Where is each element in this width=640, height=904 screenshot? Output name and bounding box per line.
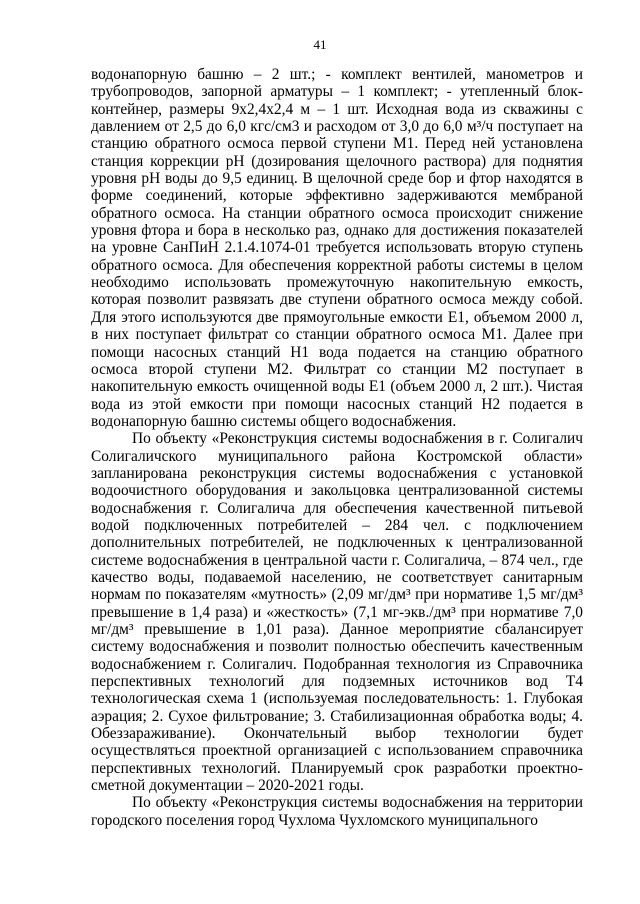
paragraph-water-treatment-continuation: водонапорную башню – 2 шт.; - комплект вентилей, манометров и трубопроводов, запорной арматуры – 1 комплект; - утепленный блок-контейнер, размеры 9х2,4х2,4 м – 1 шт. Исходная вода из скважины с давлением от 2,5 до 6,0 кгс/см3 и расходом от 3,0 до 6,0 м³/ч поступает на станцию обратного осмоса первой ступени М1. Перед ней установлена станция коррекции pH (дозирования щелочного раствора) для поднятия уровня pH воды до 9,5 единиц. В щелочной среде бор и фтор находятся в форме соединений, которые эффективно задерживаются мембраной обратного осмоса. На станции обратного осмоса происходит снижение уровня фтора и бора в несколько раз, однако для достижения показателей на уровне СанПиН 2.1.4.1074-01 требуется использовать вторую ступень обратного осмоса. Для обеспечения корректной работы системы в целом необходимо использовать промежуточную накопительную емкость, которая позволит развязать две ступени обратного осмоса между собой. Для этого используются две прямоугольные емкости Е1, объемом 2000 л, в них поступает фильтрат со станции обратного осмоса М1. Далее при помощи насосных станций Н1 вода подается на станцию обратного осмоса второй ступени М2. Фильтрат со станции М2 поступает в накопительную емкость очищенной воды Е1 (объем 2000 л, 2 шт.). Чистая вода из этой емкости при помощи насосных станций Н2 подается в водонапорную башню системы общего водоснабжения. [91, 66, 583, 430]
paragraph-soligalich-project: По объекту «Реконструкция системы водоснабжения в г. Солигалич Солигаличского муниципального района Костромской области» запланирована реконструкция системы водоснабжения с установкой водоочистного оборудования и закольцовка централизованной системы водоснабжения г. Солигалича для обеспечения качественной питьевой водой подключенных потребителей – 284 чел. с подключением дополнительных потребителей, не подключенных к централизованной системе водоснабжения в центральной части г. Солигалича, – 874 чел., где качество воды, подаваемой населению, не соответствует санитарным нормам по показателям «мутность» (2,09 мг/дм³ при нормативе 1,5 мг/дм³ превышение в 1,4 раза) и «жесткость» (7,1 мг-экв./дм³ при нормативе 7,0 мг/дм³ превышение в 1,01 раза). Данное мероприятие сбалансирует систему водоснабжения и позволит полностью обеспечить качественным водоснабжением г. Солигалич. Подобранная технология из Справочника перспективных технологий для подземных источников вод Т4 технологическая схема 1 (используемая последовательность: 1. Глубокая аэрация; 2. Сухое фильтрование; 3. Стабилизационная обработка воды; 4. Обеззараживание). Окончательный выбор технологии будет осуществляться проектной организацией с использованием справочника перспективных технологий. Планируемый срок разработки проектно-сметной документации – 2020-2021 годы. [91, 430, 583, 795]
paragraph-chukhloma-project: По объекту «Реконструкция системы водоснабжения на территории городского поселения город Чухлома Чухломского муниципального [91, 794, 583, 829]
document-body [91, 66, 583, 829]
page-number: 41 [313, 37, 327, 52]
